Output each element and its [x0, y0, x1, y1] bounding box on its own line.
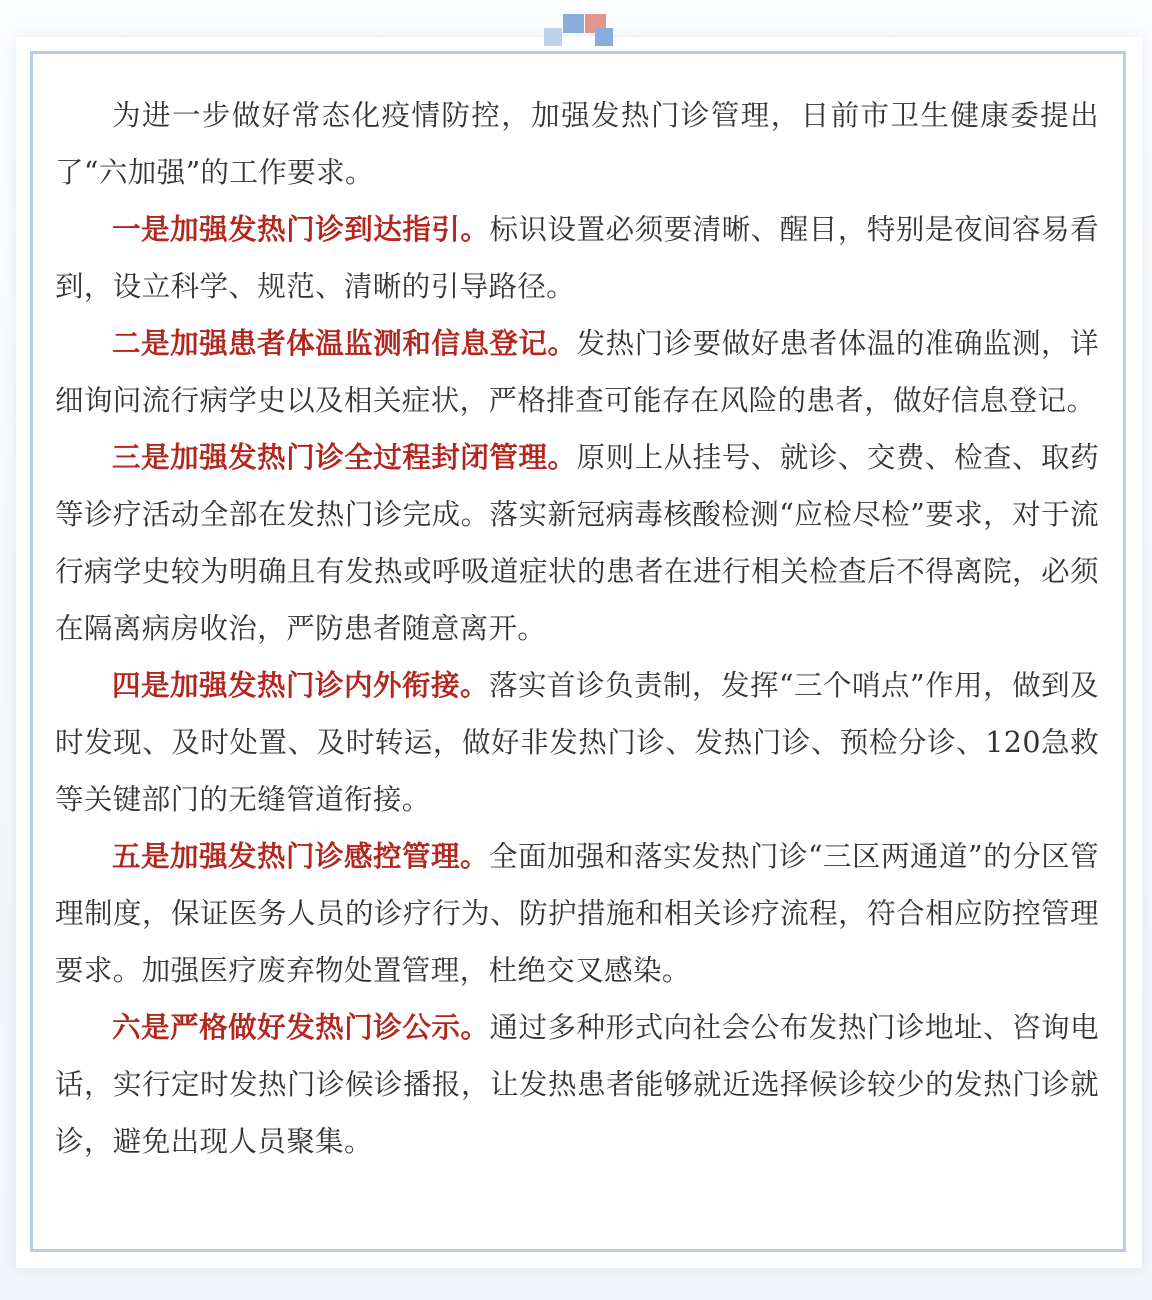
paragraph-item-6-text: 通过多种形式向社会公布发热门诊地址、咨询电话，实行定时发热门诊候诊播报，让发热患者能够就近选择候诊较少的发热门诊就诊，避免出现人员聚集。: [55, 1011, 1099, 1158]
deco-square-4-icon: [595, 28, 613, 46]
paragraph-item-3-lead: 三是加强发热门诊全过程封闭管理。: [112, 440, 577, 474]
paragraph-item-6-lead: 六是严格做好发热门诊公示。: [112, 1010, 490, 1044]
paragraph-item-6: [55, 999, 1099, 1170]
paragraph-item-4: [55, 657, 1099, 828]
paragraph-item-2: [55, 315, 1099, 429]
paragraph-item-4-lead: 四是加强发热门诊内外衔接。: [112, 668, 489, 702]
deco-square-1-icon: [544, 28, 562, 46]
paragraph-intro-text: 为进一步做好常态化疫情防控，加强发热门诊管理，日前市卫生健康委提出了“六加强”的工作要求。: [55, 99, 1099, 189]
paragraph-item-1: [55, 201, 1099, 315]
paragraph-item-5: [55, 828, 1099, 999]
document-body: [55, 70, 1099, 1240]
paragraph-item-2-text: 发热门诊要做好患者体温的准确监测，详细询问流行病学史以及相关症状，严格排查可能存在风险的患者，做好信息登记。: [55, 327, 1099, 417]
header-decoration: [0, 0, 1152, 50]
paragraph-intro: [55, 87, 1099, 201]
paragraph-item-2-lead: 二是加强患者体温监测和信息登记。: [112, 326, 577, 360]
paragraph-item-5-text: 全面加强和落实发热门诊“三区两通道”的分区管理制度，保证医务人员的诊疗行为、防护措施和相关诊疗流程，符合相应防控管理要求。加强医疗废弃物处置管理，杜绝交叉感染。: [55, 840, 1099, 987]
deco-square-2-icon: [563, 14, 584, 33]
paragraph-item-1-lead: 一是加强发热门诊到达指引。: [112, 212, 490, 246]
paragraph-item-3: [55, 429, 1099, 657]
paragraph-item-1-text: 标识设置必须要清晰、醒目，特别是夜间容易看到，设立科学、规范、清晰的引导路径。: [55, 213, 1099, 303]
paragraph-item-4-text: 落实首诊负责制，发挥“三个哨点”作用，做到及时发现、及时处置、及时转运，做好非发热门诊、发热门诊、预检分诊、120急救等关键部门的无缝管道衔接。: [55, 669, 1099, 816]
paragraph-item-5-lead: 五是加强发热门诊感控管理。: [112, 839, 489, 873]
paragraph-item-3-text: 原则上从挂号、就诊、交费、检查、取药等诊疗活动全部在发热门诊完成。落实新冠病毒核酸检测“应检尽检”要求，对于流行病学史较为明确且有发热或呼吸道症状的患者在进行相关检查后不得离院，必须在隔离病房收治，严防患者随意离开。: [55, 441, 1099, 645]
